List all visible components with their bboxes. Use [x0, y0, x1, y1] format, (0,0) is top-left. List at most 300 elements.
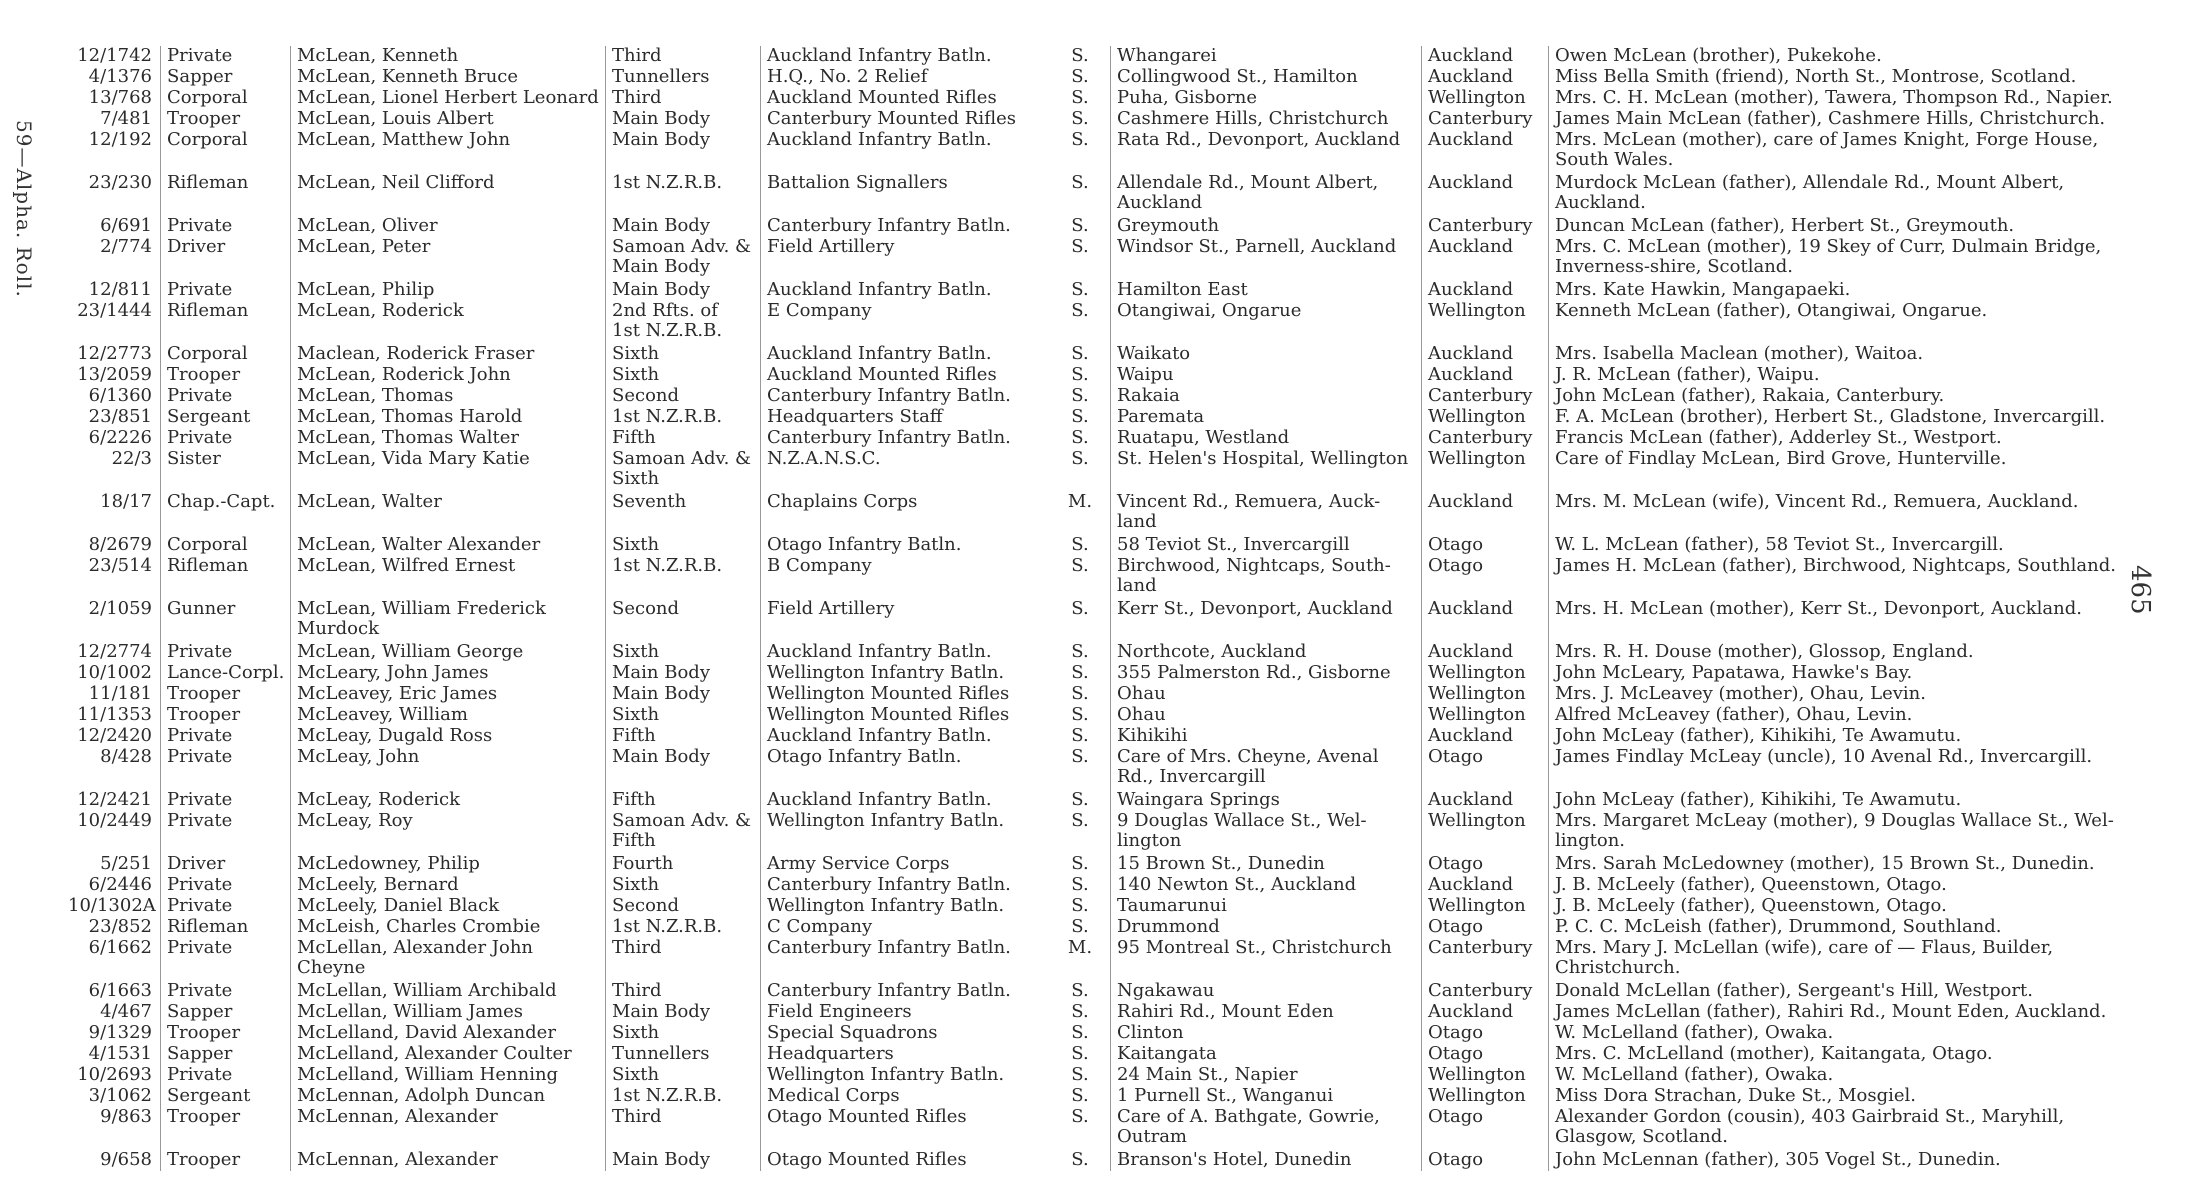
roll-row	[68, 854, 2128, 875]
district: Otago	[1421, 917, 1548, 938]
regimental-number: 7/481	[100, 109, 152, 129]
district: Wellington	[1421, 1086, 1548, 1107]
company: Auckland Infantry Batln.	[760, 642, 1050, 663]
company: Auckland Infantry Batln.	[760, 790, 1050, 811]
next-of-kin: F. A. McLean (brother), Herbert St., Gladstone, Invercargill.	[1548, 407, 2128, 428]
roll-row	[68, 130, 2128, 173]
regimental-number: 8/2679	[88, 535, 152, 555]
next-of-kin: J. R. McLean (father), Waipu.	[1548, 365, 2128, 386]
next-of-kin: Alfred McLeavey (father), Ohau, Levin.	[1548, 705, 2128, 726]
marital-status: S.	[1071, 811, 1089, 831]
company: Field Artillery	[760, 599, 1050, 642]
address: Rakaia	[1110, 386, 1421, 407]
draft-unit: Sixth	[605, 1065, 760, 1086]
draft-unit: Second	[605, 599, 760, 642]
marital-status: S.	[1071, 109, 1089, 129]
regimental-number: 23/230	[88, 173, 152, 193]
marital-status: S.	[1071, 344, 1089, 364]
soldier-name: McLean, William George	[290, 642, 605, 663]
soldier-name: McLelland, Alexander Coulter	[290, 1044, 605, 1065]
next-of-kin: Mrs. Mary J. McLellan (wife), care of — Flaus, Builder, Christchurch.	[1548, 938, 2128, 981]
rank: Private	[160, 896, 290, 917]
roll-row	[68, 301, 2128, 344]
next-of-kin: James Findlay McLeay (uncle), 10 Avenal Rd., Invercargill.	[1548, 747, 2128, 790]
roll-row	[68, 88, 2128, 109]
marital-status: S.	[1071, 237, 1089, 257]
rank: Sergeant	[160, 407, 290, 428]
soldier-name: McLean, Kenneth	[290, 46, 605, 67]
address: Paremata	[1110, 407, 1421, 428]
draft-unit: Main Body	[605, 663, 760, 684]
marital-status: S.	[1071, 726, 1089, 746]
next-of-kin: James Main McLean (father), Cashmere Hills, Christchurch.	[1548, 109, 2128, 130]
roll-row	[68, 1086, 2128, 1107]
rank: Trooper	[160, 1107, 290, 1150]
marital-status: S.	[1071, 1086, 1089, 1106]
regimental-number: 12/2774	[77, 642, 152, 662]
marital-status: S.	[1071, 407, 1089, 427]
address: Whangarei	[1110, 46, 1421, 67]
company: Field Engineers	[760, 1002, 1050, 1023]
draft-unit: Sixth	[605, 344, 760, 365]
draft-unit: Main Body	[605, 130, 760, 173]
soldier-name: McLean, Oliver	[290, 216, 605, 237]
rank: Sapper	[160, 1002, 290, 1023]
draft-unit: Third	[605, 1107, 760, 1150]
draft-unit: Main Body	[605, 216, 760, 237]
next-of-kin: John McLeay (father), Kihikihi, Te Awamutu.	[1548, 726, 2128, 747]
district: Canterbury	[1421, 428, 1548, 449]
soldier-name: McLeavey, William	[290, 705, 605, 726]
address: Collingwood St., Hamilton	[1110, 67, 1421, 88]
marital-status: S.	[1071, 365, 1089, 385]
roll-row	[68, 684, 2128, 705]
district: Wellington	[1421, 811, 1548, 854]
soldier-name: McLeely, Bernard	[290, 875, 605, 896]
side-title: 59—Alpha. Roll.	[12, 120, 36, 298]
marital-status: S.	[1071, 556, 1089, 576]
regimental-number: 18/17	[100, 492, 152, 512]
address: Vincent Rd., Remuera, Auck- land	[1110, 492, 1421, 535]
draft-unit: 1st N.Z.R.B.	[605, 1086, 760, 1107]
address: Ruatapu, Westland	[1110, 428, 1421, 449]
rank: Chap.-Capt.	[160, 492, 290, 535]
regimental-number: 4/1531	[88, 1044, 152, 1064]
regimental-number: 6/1663	[88, 981, 152, 1001]
rank: Lance-Corpl.	[160, 663, 290, 684]
marital-status: S.	[1071, 1107, 1089, 1127]
district: Otago	[1421, 1023, 1548, 1044]
company: Field Artillery	[760, 237, 1050, 280]
draft-unit: Main Body	[605, 109, 760, 130]
district: Wellington	[1421, 684, 1548, 705]
rank: Private	[160, 747, 290, 790]
address: Ohau	[1110, 684, 1421, 705]
rank: Trooper	[160, 705, 290, 726]
address: 9 Douglas Wallace St., Wel- lington	[1110, 811, 1421, 854]
soldier-name: McLellan, Alexander John Cheyne	[290, 938, 605, 981]
soldier-name: McLennan, Alexander	[290, 1107, 605, 1150]
next-of-kin: Kenneth McLean (father), Otangiwai, Ongarue.	[1548, 301, 2128, 344]
roll-row	[68, 237, 2128, 280]
company: Special Squadrons	[760, 1023, 1050, 1044]
draft-unit: Main Body	[605, 280, 760, 301]
rank: Private	[160, 938, 290, 981]
soldier-name: McLean, Thomas Harold	[290, 407, 605, 428]
marital-status: S.	[1071, 875, 1089, 895]
district: Otago	[1421, 854, 1548, 875]
address: Windsor St., Parnell, Auckland	[1110, 237, 1421, 280]
regimental-number: 22/3	[111, 449, 152, 469]
roll-row	[68, 917, 2128, 938]
company: Wellington Mounted Rifles	[760, 705, 1050, 726]
soldier-name: McLeely, Daniel Black	[290, 896, 605, 917]
marital-status: S.	[1071, 173, 1089, 193]
draft-unit: Samoan Adv. & Sixth	[605, 449, 760, 492]
district: Wellington	[1421, 705, 1548, 726]
soldier-name: McLean, Matthew John	[290, 130, 605, 173]
roll-row	[68, 556, 2128, 599]
address: Birchwood, Nightcaps, South- land	[1110, 556, 1421, 599]
rank: Private	[160, 726, 290, 747]
district: Auckland	[1421, 599, 1548, 642]
draft-unit: Fifth	[605, 428, 760, 449]
draft-unit: Fifth	[605, 790, 760, 811]
draft-unit: Sixth	[605, 705, 760, 726]
regimental-number: 4/467	[100, 1002, 152, 1022]
company: Wellington Infantry Batln.	[760, 663, 1050, 684]
soldier-name: McLean, Thomas Walter	[290, 428, 605, 449]
soldier-name: McLeay, Roy	[290, 811, 605, 854]
company: Auckland Infantry Batln.	[760, 130, 1050, 173]
draft-unit: Main Body	[605, 747, 760, 790]
company: Auckland Infantry Batln.	[760, 280, 1050, 301]
address: Ohau	[1110, 705, 1421, 726]
address: Clinton	[1110, 1023, 1421, 1044]
rank: Corporal	[160, 88, 290, 109]
next-of-kin: J. B. McLeely (father), Queenstown, Otago.	[1548, 875, 2128, 896]
marital-status: S.	[1071, 88, 1089, 108]
next-of-kin: Murdock McLean (father), Allendale Rd., Mount Albert, Auckland.	[1548, 173, 2128, 216]
rank: Private	[160, 46, 290, 67]
next-of-kin: John McLeary, Papatawa, Hawke's Bay.	[1548, 663, 2128, 684]
address: Branson's Hotel, Dunedin	[1110, 1150, 1421, 1171]
company: Canterbury Infantry Batln.	[760, 938, 1050, 981]
soldier-name: McLennan, Alexander	[290, 1150, 605, 1171]
soldier-name: McLean, Roderick	[290, 301, 605, 344]
address: 24 Main St., Napier	[1110, 1065, 1421, 1086]
marital-status: S.	[1071, 535, 1089, 555]
draft-unit: Third	[605, 981, 760, 1002]
rank: Private	[160, 386, 290, 407]
rank: Sergeant	[160, 1086, 290, 1107]
district: Auckland	[1421, 790, 1548, 811]
address: Puha, Gisborne	[1110, 88, 1421, 109]
company: Headquarters Staff	[760, 407, 1050, 428]
company: H.Q., No. 2 Relief	[760, 67, 1050, 88]
roll-row	[68, 407, 2128, 428]
marital-status: M.	[1067, 492, 1093, 512]
district: Wellington	[1421, 663, 1548, 684]
regimental-number: 10/1302A	[68, 896, 156, 916]
district: Auckland	[1421, 492, 1548, 535]
rank: Rifleman	[160, 917, 290, 938]
address: Waikato	[1110, 344, 1421, 365]
address: Ngakawau	[1110, 981, 1421, 1002]
draft-unit: Fourth	[605, 854, 760, 875]
district: Otago	[1421, 747, 1548, 790]
next-of-kin: Mrs. C. McLean (mother), 19 Skey of Curr, Dulmain Bridge, Inverness-shire, Scotland.	[1548, 237, 2128, 280]
marital-status: S.	[1071, 790, 1089, 810]
roll-row	[68, 726, 2128, 747]
marital-status: S.	[1071, 1044, 1089, 1064]
rank: Rifleman	[160, 173, 290, 216]
district: Wellington	[1421, 301, 1548, 344]
regimental-number: 4/1376	[88, 67, 152, 87]
roll-row	[68, 67, 2128, 88]
address: Waipu	[1110, 365, 1421, 386]
next-of-kin: James H. McLean (father), Birchwood, Nightcaps, Southland.	[1548, 556, 2128, 599]
soldier-name: McLean, Philip	[290, 280, 605, 301]
soldier-name: McLedowney, Philip	[290, 854, 605, 875]
rank: Rifleman	[160, 301, 290, 344]
regimental-number: 9/1329	[88, 1023, 152, 1043]
soldier-name: McLean, William Frederick Murdock	[290, 599, 605, 642]
roll-row	[68, 449, 2128, 492]
company: Wellington Infantry Batln.	[760, 896, 1050, 917]
soldier-name: McLean, Vida Mary Katie	[290, 449, 605, 492]
soldier-name: McLean, Neil Clifford	[290, 173, 605, 216]
roll-row	[68, 1002, 2128, 1023]
draft-unit: 1st N.Z.R.B.	[605, 917, 760, 938]
company: Canterbury Infantry Batln.	[760, 981, 1050, 1002]
roll-row	[68, 46, 2128, 67]
regimental-number: 23/1444	[77, 301, 152, 321]
regimental-number: 10/2693	[77, 1065, 152, 1085]
district: Auckland	[1421, 642, 1548, 663]
next-of-kin: Miss Bella Smith (friend), North St., Montrose, Scotland.	[1548, 67, 2128, 88]
next-of-kin: James McLellan (father), Rahiri Rd., Mount Eden, Auckland.	[1548, 1002, 2128, 1023]
next-of-kin: W. McLelland (father), Owaka.	[1548, 1065, 2128, 1086]
address: 140 Newton St., Auckland	[1110, 875, 1421, 896]
draft-unit: Sixth	[605, 642, 760, 663]
address: Kihikihi	[1110, 726, 1421, 747]
soldier-name: McLeay, Dugald Ross	[290, 726, 605, 747]
company: Auckland Infantry Batln.	[760, 46, 1050, 67]
roll-row	[68, 386, 2128, 407]
rank: Trooper	[160, 365, 290, 386]
regimental-number: 10/1002	[77, 663, 152, 683]
address: Kerr St., Devonport, Auckland	[1110, 599, 1421, 642]
marital-status: S.	[1071, 67, 1089, 87]
roll-row	[68, 344, 2128, 365]
district: Auckland	[1421, 344, 1548, 365]
roll-row	[68, 663, 2128, 684]
marital-status: S.	[1071, 386, 1089, 406]
address: 58 Teviot St., Invercargill	[1110, 535, 1421, 556]
district: Wellington	[1421, 1065, 1548, 1086]
soldier-name: McLean, Wilfred Ernest	[290, 556, 605, 599]
roll-row	[68, 705, 2128, 726]
regimental-number: 6/691	[100, 216, 152, 236]
roll-row	[68, 1023, 2128, 1044]
marital-status: M.	[1067, 938, 1093, 958]
next-of-kin: John McLennan (father), 305 Vogel St., Dunedin.	[1548, 1150, 2128, 1171]
address: 1 Purnell St., Wanganui	[1110, 1086, 1421, 1107]
rank: Private	[160, 280, 290, 301]
regimental-number: 11/181	[88, 684, 152, 704]
rank: Rifleman	[160, 556, 290, 599]
district: Canterbury	[1421, 216, 1548, 237]
draft-unit: 2nd Rfts. of 1st N.Z.R.B.	[605, 301, 760, 344]
next-of-kin: Francis McLean (father), Adderley St., Westport.	[1548, 428, 2128, 449]
district: Wellington	[1421, 407, 1548, 428]
company: Auckland Infantry Batln.	[760, 344, 1050, 365]
rank: Private	[160, 216, 290, 237]
next-of-kin: Owen McLean (brother), Pukekohe.	[1548, 46, 2128, 67]
district: Otago	[1421, 556, 1548, 599]
regimental-number: 13/768	[88, 88, 152, 108]
regimental-number: 9/863	[100, 1107, 152, 1127]
regimental-number: 9/658	[100, 1150, 152, 1170]
marital-status: S.	[1071, 747, 1089, 767]
district: Auckland	[1421, 875, 1548, 896]
company: Medical Corps	[760, 1086, 1050, 1107]
district: Auckland	[1421, 46, 1548, 67]
roll-row	[68, 981, 2128, 1002]
rank: Private	[160, 428, 290, 449]
next-of-kin: Mrs. McLean (mother), care of James Knight, Forge House, South Wales.	[1548, 130, 2128, 173]
rank: Sapper	[160, 1044, 290, 1065]
address: Northcote, Auckland	[1110, 642, 1421, 663]
rank: Trooper	[160, 1150, 290, 1171]
soldier-name: McLean, Lionel Herbert Leonard	[290, 88, 605, 109]
address: Cashmere Hills, Christchurch	[1110, 109, 1421, 130]
district: Auckland	[1421, 365, 1548, 386]
district: Auckland	[1421, 130, 1548, 173]
marital-status: S.	[1071, 428, 1089, 448]
company: Army Service Corps	[760, 854, 1050, 875]
company: Chaplains Corps	[760, 492, 1050, 535]
rank: Private	[160, 981, 290, 1002]
next-of-kin: Mrs. H. McLean (mother), Kerr St., Devonport, Auckland.	[1548, 599, 2128, 642]
soldier-name: McLeay, John	[290, 747, 605, 790]
marital-status: S.	[1071, 599, 1089, 619]
company: Otago Infantry Batln.	[760, 535, 1050, 556]
next-of-kin: W. McLelland (father), Owaka.	[1548, 1023, 2128, 1044]
roll-row	[68, 747, 2128, 790]
roll-row	[68, 875, 2128, 896]
roll-row	[68, 535, 2128, 556]
district: Otago	[1421, 1107, 1548, 1150]
roll-row	[68, 109, 2128, 130]
draft-unit: Second	[605, 896, 760, 917]
rank: Driver	[160, 854, 290, 875]
district: Wellington	[1421, 896, 1548, 917]
company: B Company	[760, 556, 1050, 599]
roll-row	[68, 365, 2128, 386]
draft-unit: Main Body	[605, 1150, 760, 1171]
district: Otago	[1421, 1150, 1548, 1171]
rank: Sister	[160, 449, 290, 492]
soldier-name: McLellan, William James	[290, 1002, 605, 1023]
rank: Corporal	[160, 535, 290, 556]
regimental-number: 23/852	[88, 917, 152, 937]
regimental-number: 12/2420	[77, 726, 152, 746]
district: Auckland	[1421, 280, 1548, 301]
address: Taumarunui	[1110, 896, 1421, 917]
regimental-number: 6/1360	[88, 386, 152, 406]
regimental-number: 6/2446	[88, 875, 152, 895]
district: Auckland	[1421, 237, 1548, 280]
company: Canterbury Mounted Rifles	[760, 109, 1050, 130]
draft-unit: Third	[605, 88, 760, 109]
company: E Company	[760, 301, 1050, 344]
draft-unit: 1st N.Z.R.B.	[605, 556, 760, 599]
regimental-number: 13/2059	[77, 365, 152, 385]
marital-status: S.	[1071, 854, 1089, 874]
soldier-name: McLeary, John James	[290, 663, 605, 684]
company: Canterbury Infantry Batln.	[760, 875, 1050, 896]
roll-row	[68, 642, 2128, 663]
next-of-kin: John McLeay (father), Kihikihi, Te Awamutu.	[1548, 790, 2128, 811]
district: Auckland	[1421, 1002, 1548, 1023]
next-of-kin: Mrs. C. McLelland (mother), Kaitangata, Otago.	[1548, 1044, 2128, 1065]
next-of-kin: W. L. McLean (father), 58 Teviot St., Invercargill.	[1548, 535, 2128, 556]
regimental-number: 12/2773	[77, 344, 152, 364]
roll-row	[68, 173, 2128, 216]
soldier-name: McLeay, Roderick	[290, 790, 605, 811]
rank: Trooper	[160, 684, 290, 705]
regimental-number: 11/1353	[77, 705, 152, 725]
rank: Private	[160, 790, 290, 811]
regimental-number: 12/1742	[77, 46, 152, 66]
marital-status: S.	[1071, 663, 1089, 683]
district: Otago	[1421, 535, 1548, 556]
company: Wellington Infantry Batln.	[760, 811, 1050, 854]
marital-status: S.	[1071, 449, 1089, 469]
company: Otago Mounted Rifles	[760, 1150, 1050, 1171]
district: Canterbury	[1421, 938, 1548, 981]
soldier-name: McLean, Walter Alexander	[290, 535, 605, 556]
company: Wellington Mounted Rifles	[760, 684, 1050, 705]
district: Auckland	[1421, 173, 1548, 216]
roll-row	[68, 1150, 2128, 1171]
soldier-name: Maclean, Roderick Fraser	[290, 344, 605, 365]
soldier-name: McLelland, William Henning	[290, 1065, 605, 1086]
company: Auckland Mounted Rifles	[760, 365, 1050, 386]
address: Rahiri Rd., Mount Eden	[1110, 1002, 1421, 1023]
company: Canterbury Infantry Batln.	[760, 428, 1050, 449]
rank: Corporal	[160, 130, 290, 173]
next-of-kin: Mrs. J. McLeavey (mother), Ohau, Levin.	[1548, 684, 2128, 705]
next-of-kin: Mrs. M. McLean (wife), Vincent Rd., Remuera, Auckland.	[1548, 492, 2128, 535]
draft-unit: Main Body	[605, 1002, 760, 1023]
draft-unit: Third	[605, 938, 760, 981]
regimental-number: 3/1062	[88, 1086, 152, 1106]
soldier-name: McLean, Walter	[290, 492, 605, 535]
draft-unit: Sixth	[605, 1023, 760, 1044]
rank: Private	[160, 1065, 290, 1086]
draft-unit: Third	[605, 46, 760, 67]
next-of-kin: Duncan McLean (father), Herbert St., Greymouth.	[1548, 216, 2128, 237]
district: Auckland	[1421, 67, 1548, 88]
roll-row	[68, 216, 2128, 237]
address: Care of Mrs. Cheyne, Avenal Rd., Invercargill	[1110, 747, 1421, 790]
draft-unit: Fifth	[605, 726, 760, 747]
roll-row	[68, 280, 2128, 301]
marital-status: S.	[1071, 280, 1089, 300]
